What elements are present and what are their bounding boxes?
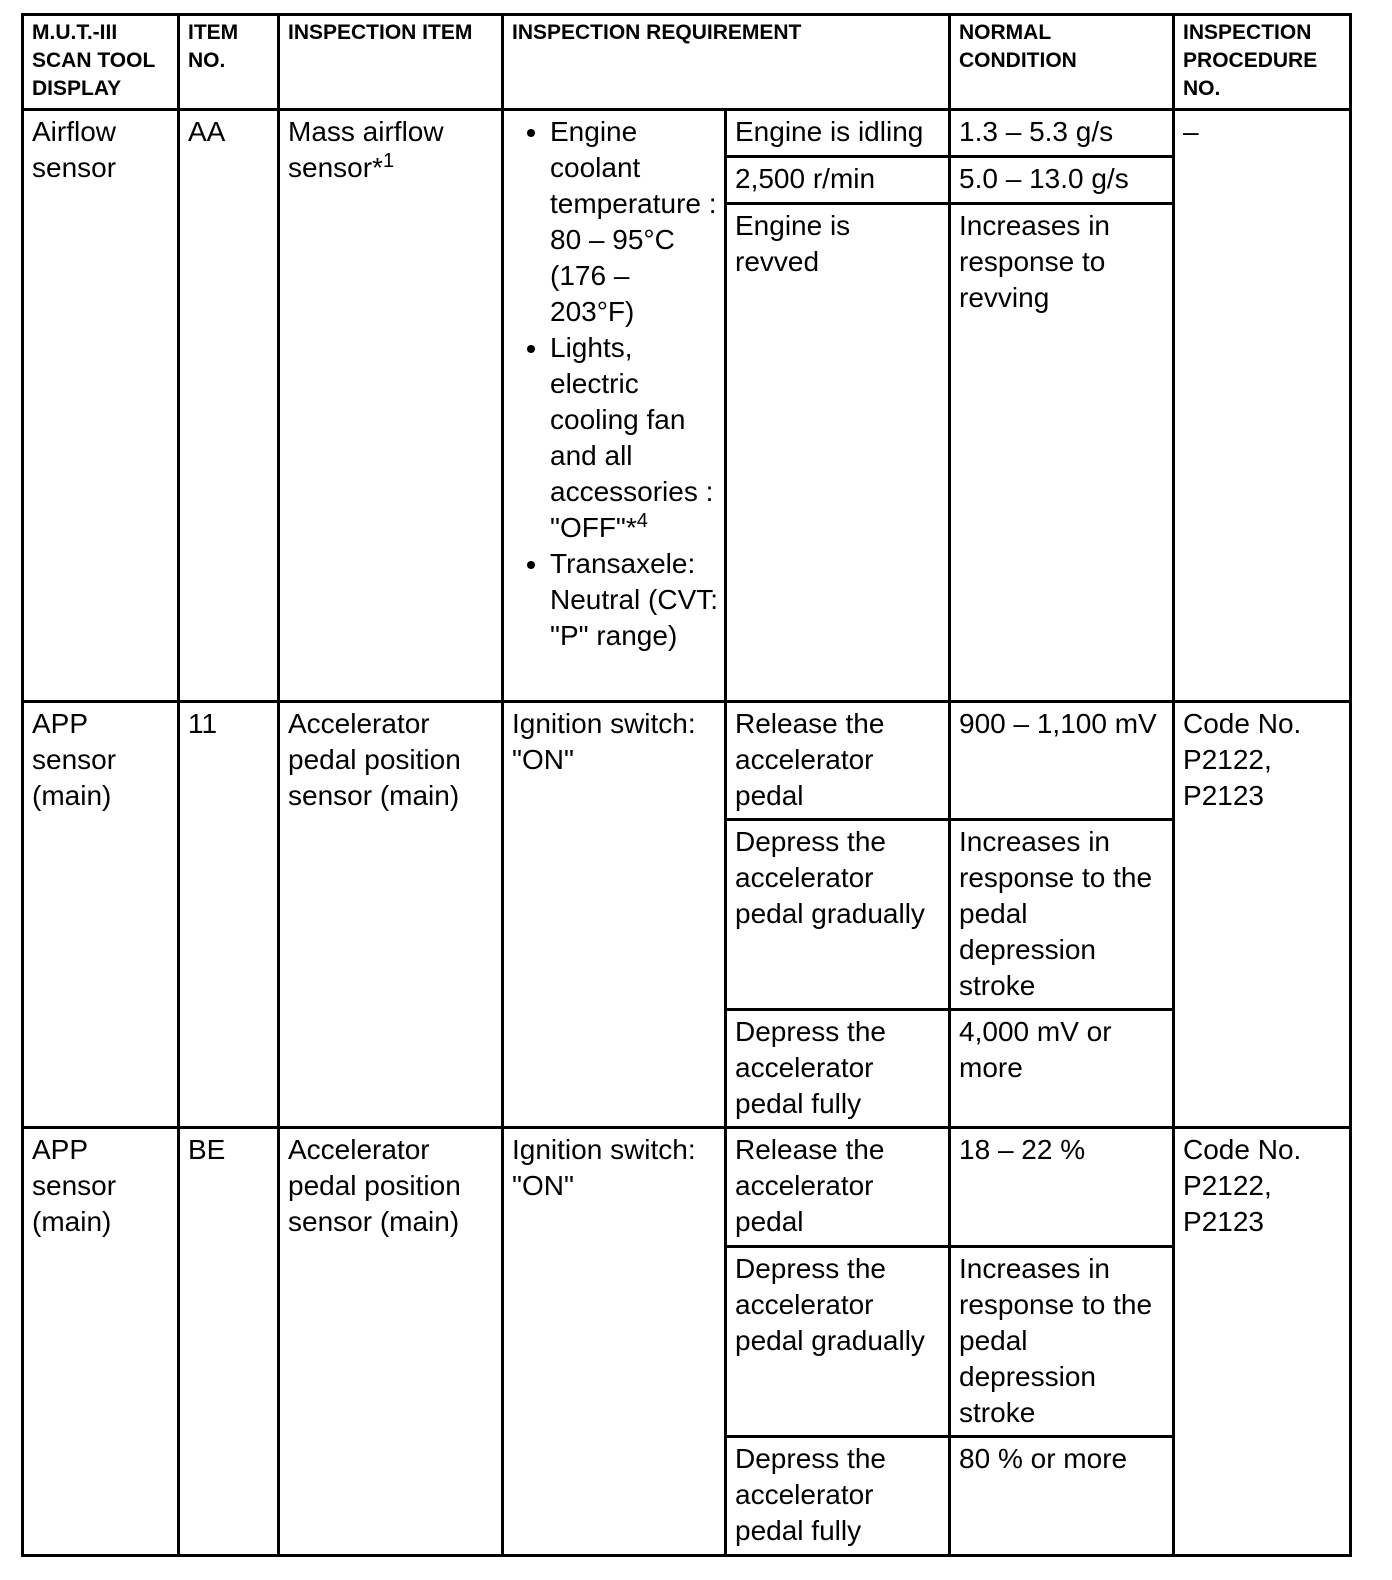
display-cell: Airflow sensor — [23, 110, 179, 702]
requirement-cell: Engine is idling — [726, 110, 950, 157]
header-requirement: INSPECTION REQUIREMENT — [503, 15, 950, 110]
condition-list — [512, 114, 720, 654]
procedure-cell: – — [1174, 110, 1351, 702]
item-no-cell: 11 — [179, 702, 279, 1128]
requirement-cell: 2,500 r/min — [726, 157, 950, 204]
requirement-cell: Release the accelerator pedal — [726, 702, 950, 820]
normal-condition-cell: Increases in response to revving — [950, 204, 1174, 702]
table-row — [23, 1128, 1351, 1247]
condition-cell: Ignition switch: "ON" — [503, 702, 726, 1128]
inspection-item-cell: Accelerator pedal position sensor (main) — [279, 1128, 503, 1556]
condition-item: • Lights, electric cooling fan and all accessories : "OFF"*$^4$ — [550, 330, 720, 546]
header-item-no: ITEM NO. — [179, 15, 279, 110]
requirement-cell: Depress the accelerator pedal fully — [726, 1437, 950, 1556]
normal-condition-cell: 18 – 22 % — [950, 1128, 1174, 1247]
requirement-cell: Depress the accelerator pedal gradually — [726, 1247, 950, 1437]
procedure-cell: Code No. P2122, P2123 — [1174, 702, 1351, 1128]
inspection-item-text: Mass airflow sensor* — [288, 116, 444, 183]
condition-item: • Engine coolant temperature : 80 – 95°C (176 – 203°F) — [550, 114, 720, 330]
inspection-item-cell — [279, 110, 503, 702]
requirement-cell: Depress the accelerator pedal gradually — [726, 820, 950, 1010]
header-procedure-no: INSPECTION PROCEDURE NO. — [1174, 15, 1351, 110]
condition-item: • Transaxele: Neutral (CVT: "P" range) — [550, 546, 720, 654]
condition-cell: Ignition switch: "ON" — [503, 1128, 726, 1556]
normal-condition-cell: Increases in response to the pedal depression stroke — [950, 820, 1174, 1010]
normal-condition-cell: Increases in response to the pedal depression stroke — [950, 1247, 1174, 1437]
display-cell: APP sensor (main) — [23, 1128, 179, 1556]
normal-condition-cell: 900 – 1,100 mV — [950, 702, 1174, 820]
procedure-cell: Code No. P2122, P2123 — [1174, 1128, 1351, 1556]
normal-condition-cell: 4,000 mV or more — [950, 1010, 1174, 1128]
requirement-cell: Engine is revved — [726, 204, 950, 702]
footnote-marker: 4 — [636, 510, 648, 532]
normal-condition-cell: 5.0 – 13.0 g/s — [950, 157, 1174, 204]
table-row — [23, 110, 1351, 157]
inspection-item-cell: Accelerator pedal position sensor (main) — [279, 702, 503, 1128]
normal-condition-cell: 1.3 – 5.3 g/s — [950, 110, 1174, 157]
header-inspection-item: INSPECTION ITEM — [279, 15, 503, 110]
requirement-cell: Release the accelerator pedal — [726, 1128, 950, 1247]
item-no-cell: BE — [179, 1128, 279, 1556]
header-row — [23, 15, 1351, 110]
normal-condition-cell: 80 % or more — [950, 1437, 1174, 1556]
requirement-cell: Depress the accelerator pedal fully — [726, 1010, 950, 1128]
condition-cell — [503, 110, 726, 702]
inspection-table — [21, 13, 1352, 1557]
header-display: M.U.T.-III SCAN TOOL DISPLAY — [23, 15, 179, 110]
header-normal-condition: NORMAL CONDITION — [950, 15, 1174, 110]
item-no-cell: AA — [179, 110, 279, 702]
display-cell: APP sensor (main) — [23, 702, 179, 1128]
table-row — [23, 702, 1351, 820]
footnote-marker: 1 — [382, 150, 395, 172]
